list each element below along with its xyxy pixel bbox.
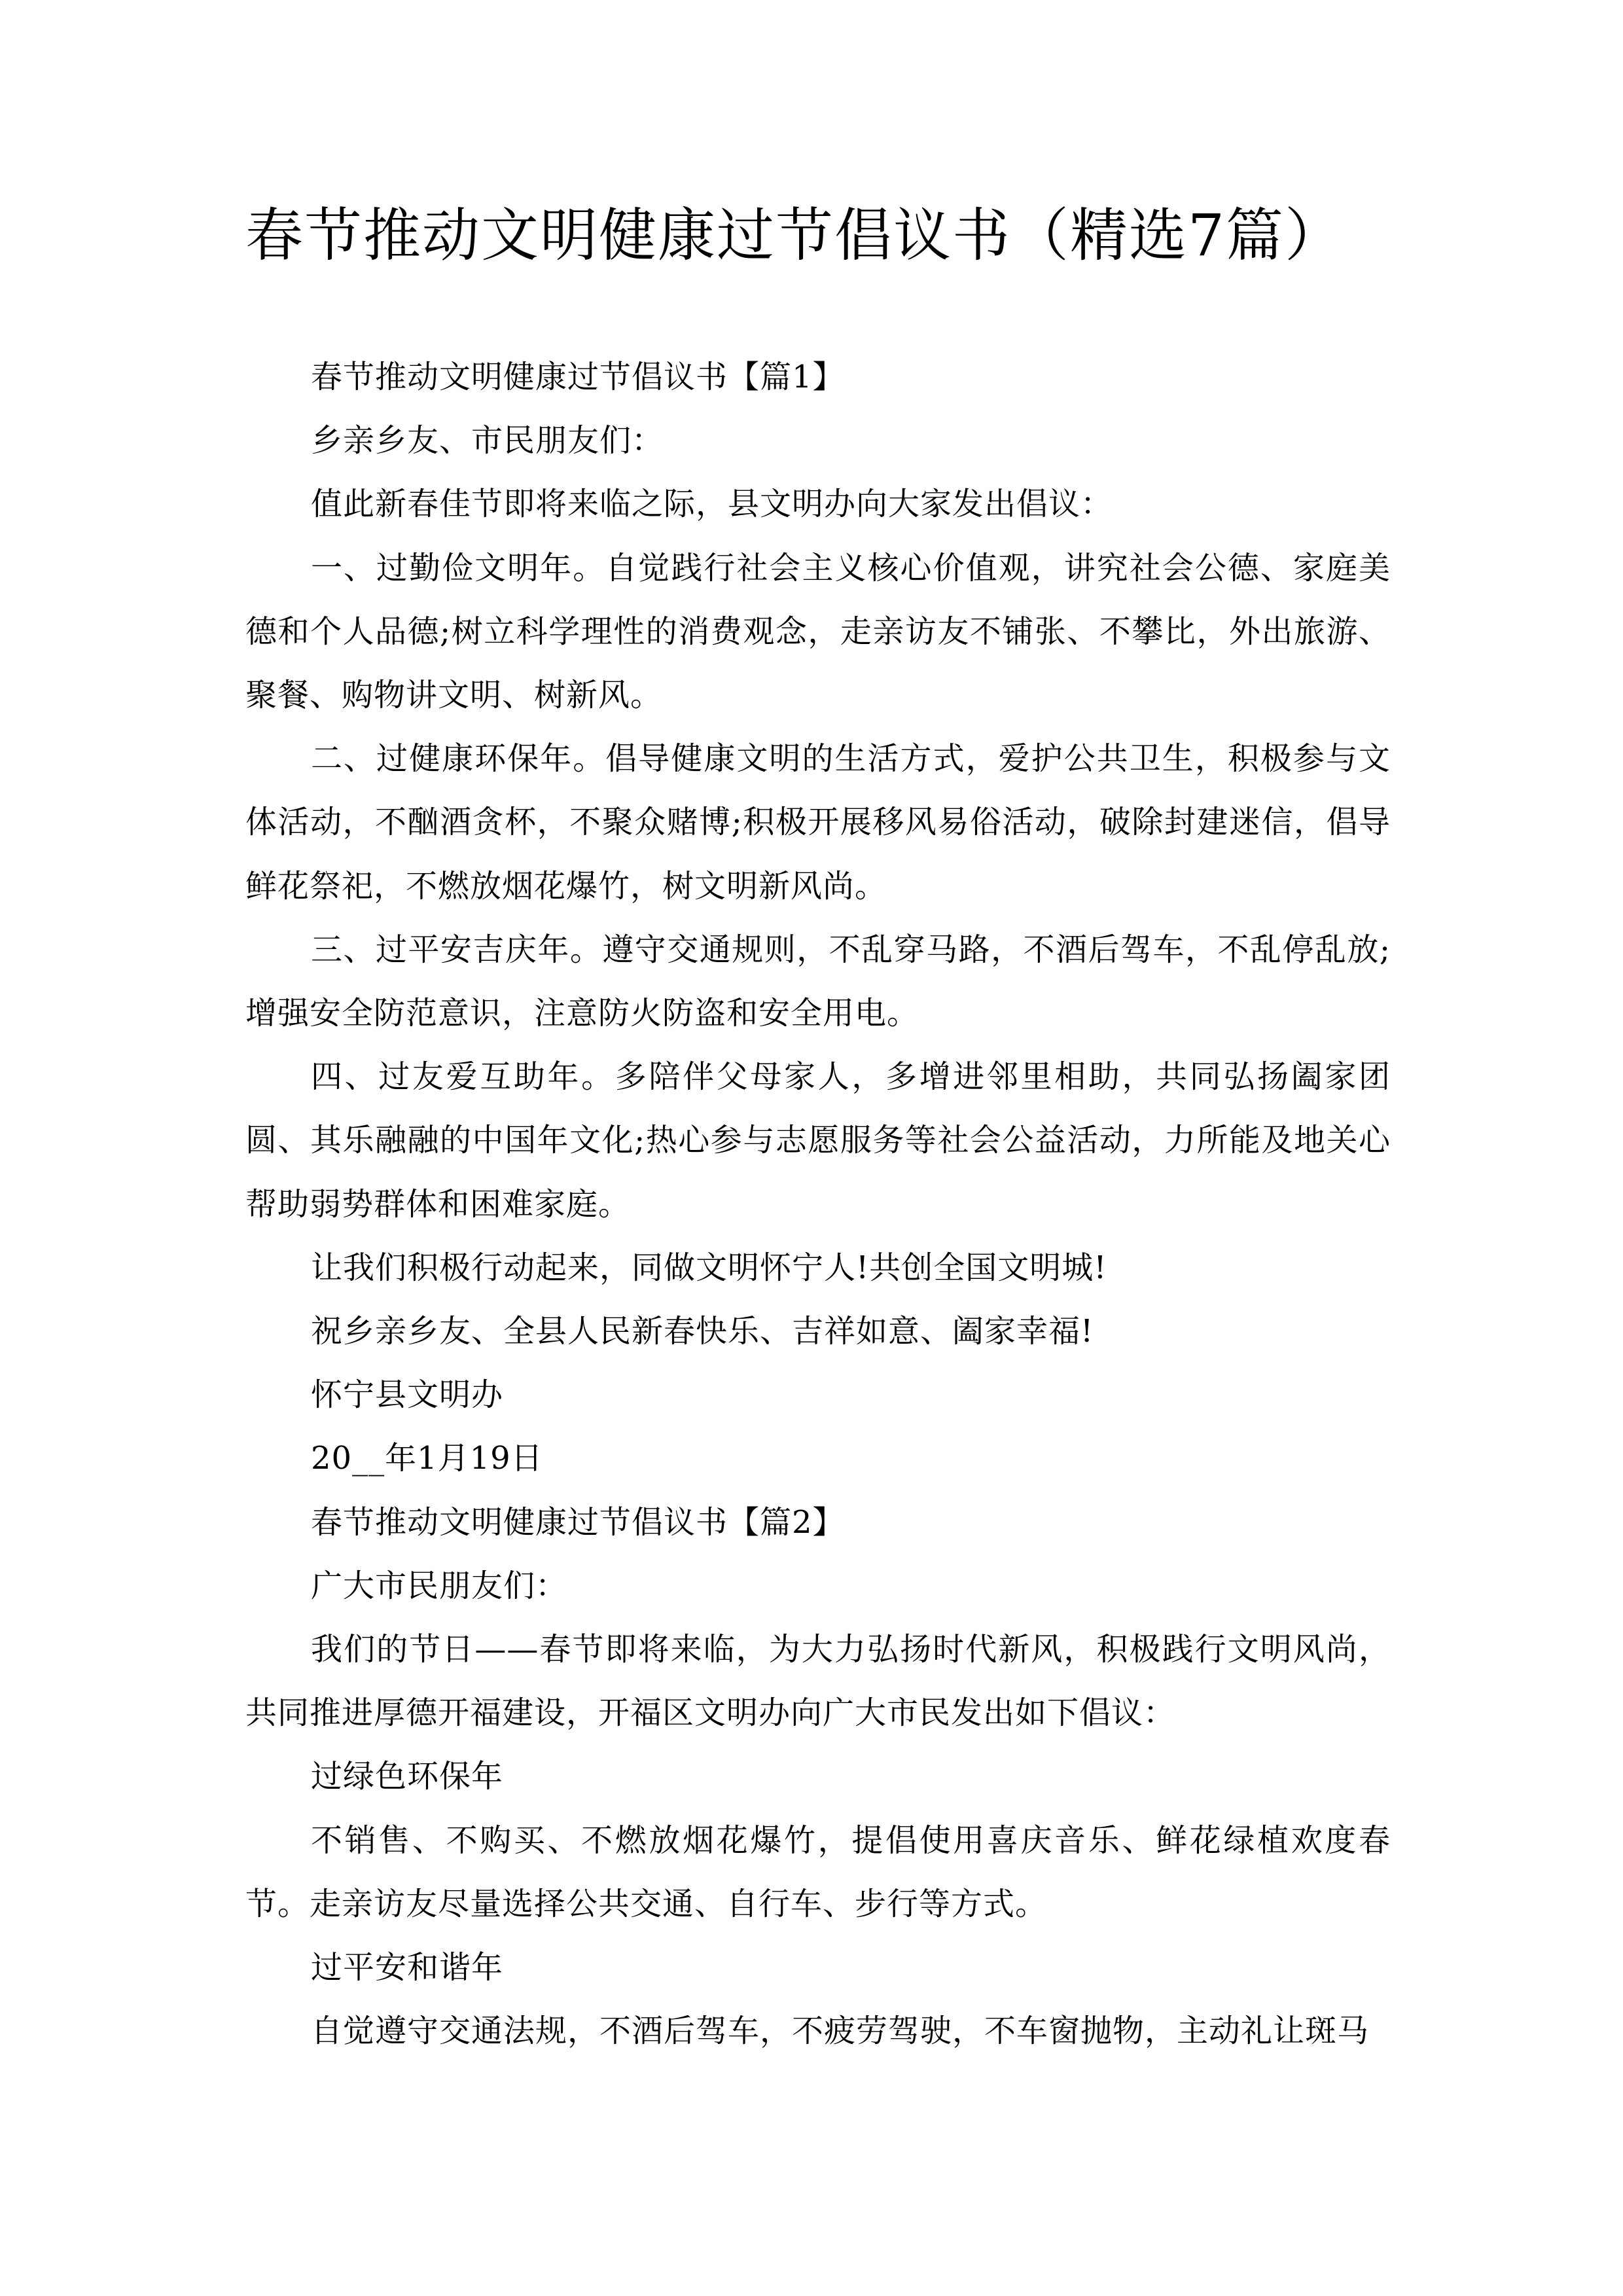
section-heading: 春节推动文明健康过节倡议书【篇2】 xyxy=(311,1503,845,1541)
subheading: 过绿色环保年 xyxy=(311,1758,504,1795)
section-heading: 春节推动文明健康过节倡议书【篇1】 xyxy=(311,359,845,395)
paragraph: 一、过勤俭文明年。自觉践行社会主义核心价值观，讲究社会公德、家庭美德和个人品德;树立科学理性的消费观念，走亲访友不铺张、不攀比，外出旅游、聚餐、购物讲文明、树新风。 xyxy=(245,549,1391,714)
paragraph: 三、过平安吉庆年。遵守交通规则，不乱穿马路，不酒后驾车，不乱停乱放;增强安全防范意识，注意防火防盗和安全用电。 xyxy=(245,931,1391,1032)
paragraph: 不销售、不购买、不燃放烟花爆竹，提倡使用喜庆音乐、鲜花绿植欢度春节。走亲访友尽量选择公共交通、自行车、步行等方式。 xyxy=(245,1821,1391,1922)
paragraph: 值此新春佳节即将来临之际，县文明办向大家发出倡议： xyxy=(311,486,1113,523)
date: 20__年1月19日 xyxy=(311,1440,543,1477)
paragraph: 我们的节日——春节即将来临，为大力弘扬时代新风，积极践行文明风尚，共同推进厚德开福建设，开福区文明办向广大市民发出如下倡议： xyxy=(245,1631,1391,1732)
subheading: 过平安和谐年 xyxy=(311,1949,504,1986)
paragraph: 自觉遵守交通法规，不酒后驾车，不疲劳驾驶，不车窗抛物，主动礼让斑马 xyxy=(311,2013,1370,2050)
document-body xyxy=(245,346,1391,2063)
paragraph: 祝乡亲乡友、全县人民新春快乐、吉祥如意、阖家幸福! xyxy=(311,1313,1094,1350)
salutation: 乡亲乡友、市民朋友们： xyxy=(311,422,664,459)
document-title: 春节推动文明健康过节倡议书（精选7篇） xyxy=(245,202,1344,269)
salutation: 广大市民朋友们： xyxy=(311,1567,568,1604)
signature: 怀宁县文明办 xyxy=(311,1376,504,1414)
paragraph: 四、过友爱互助年。多陪伴父母家人，多增进邻里相助，共同弘扬阖家团圆、其乐融融的中国年文化;热心参与志愿服务等社会公益活动，力所能及地关心帮助弱势群体和困难家庭。 xyxy=(245,1058,1391,1223)
paragraph: 二、过健康环保年。倡导健康文明的生活方式，爱护公共卫生，积极参与文体活动，不酗酒贪杯，不聚众赌博;积极开展移风易俗活动，破除封建迷信，倡导鲜花祭祀，不燃放烟花爆竹，树文明新风尚。 xyxy=(245,740,1391,905)
paragraph: 让我们积极行动起来，同做文明怀宁人!共创全国文明城! xyxy=(311,1249,1107,1286)
